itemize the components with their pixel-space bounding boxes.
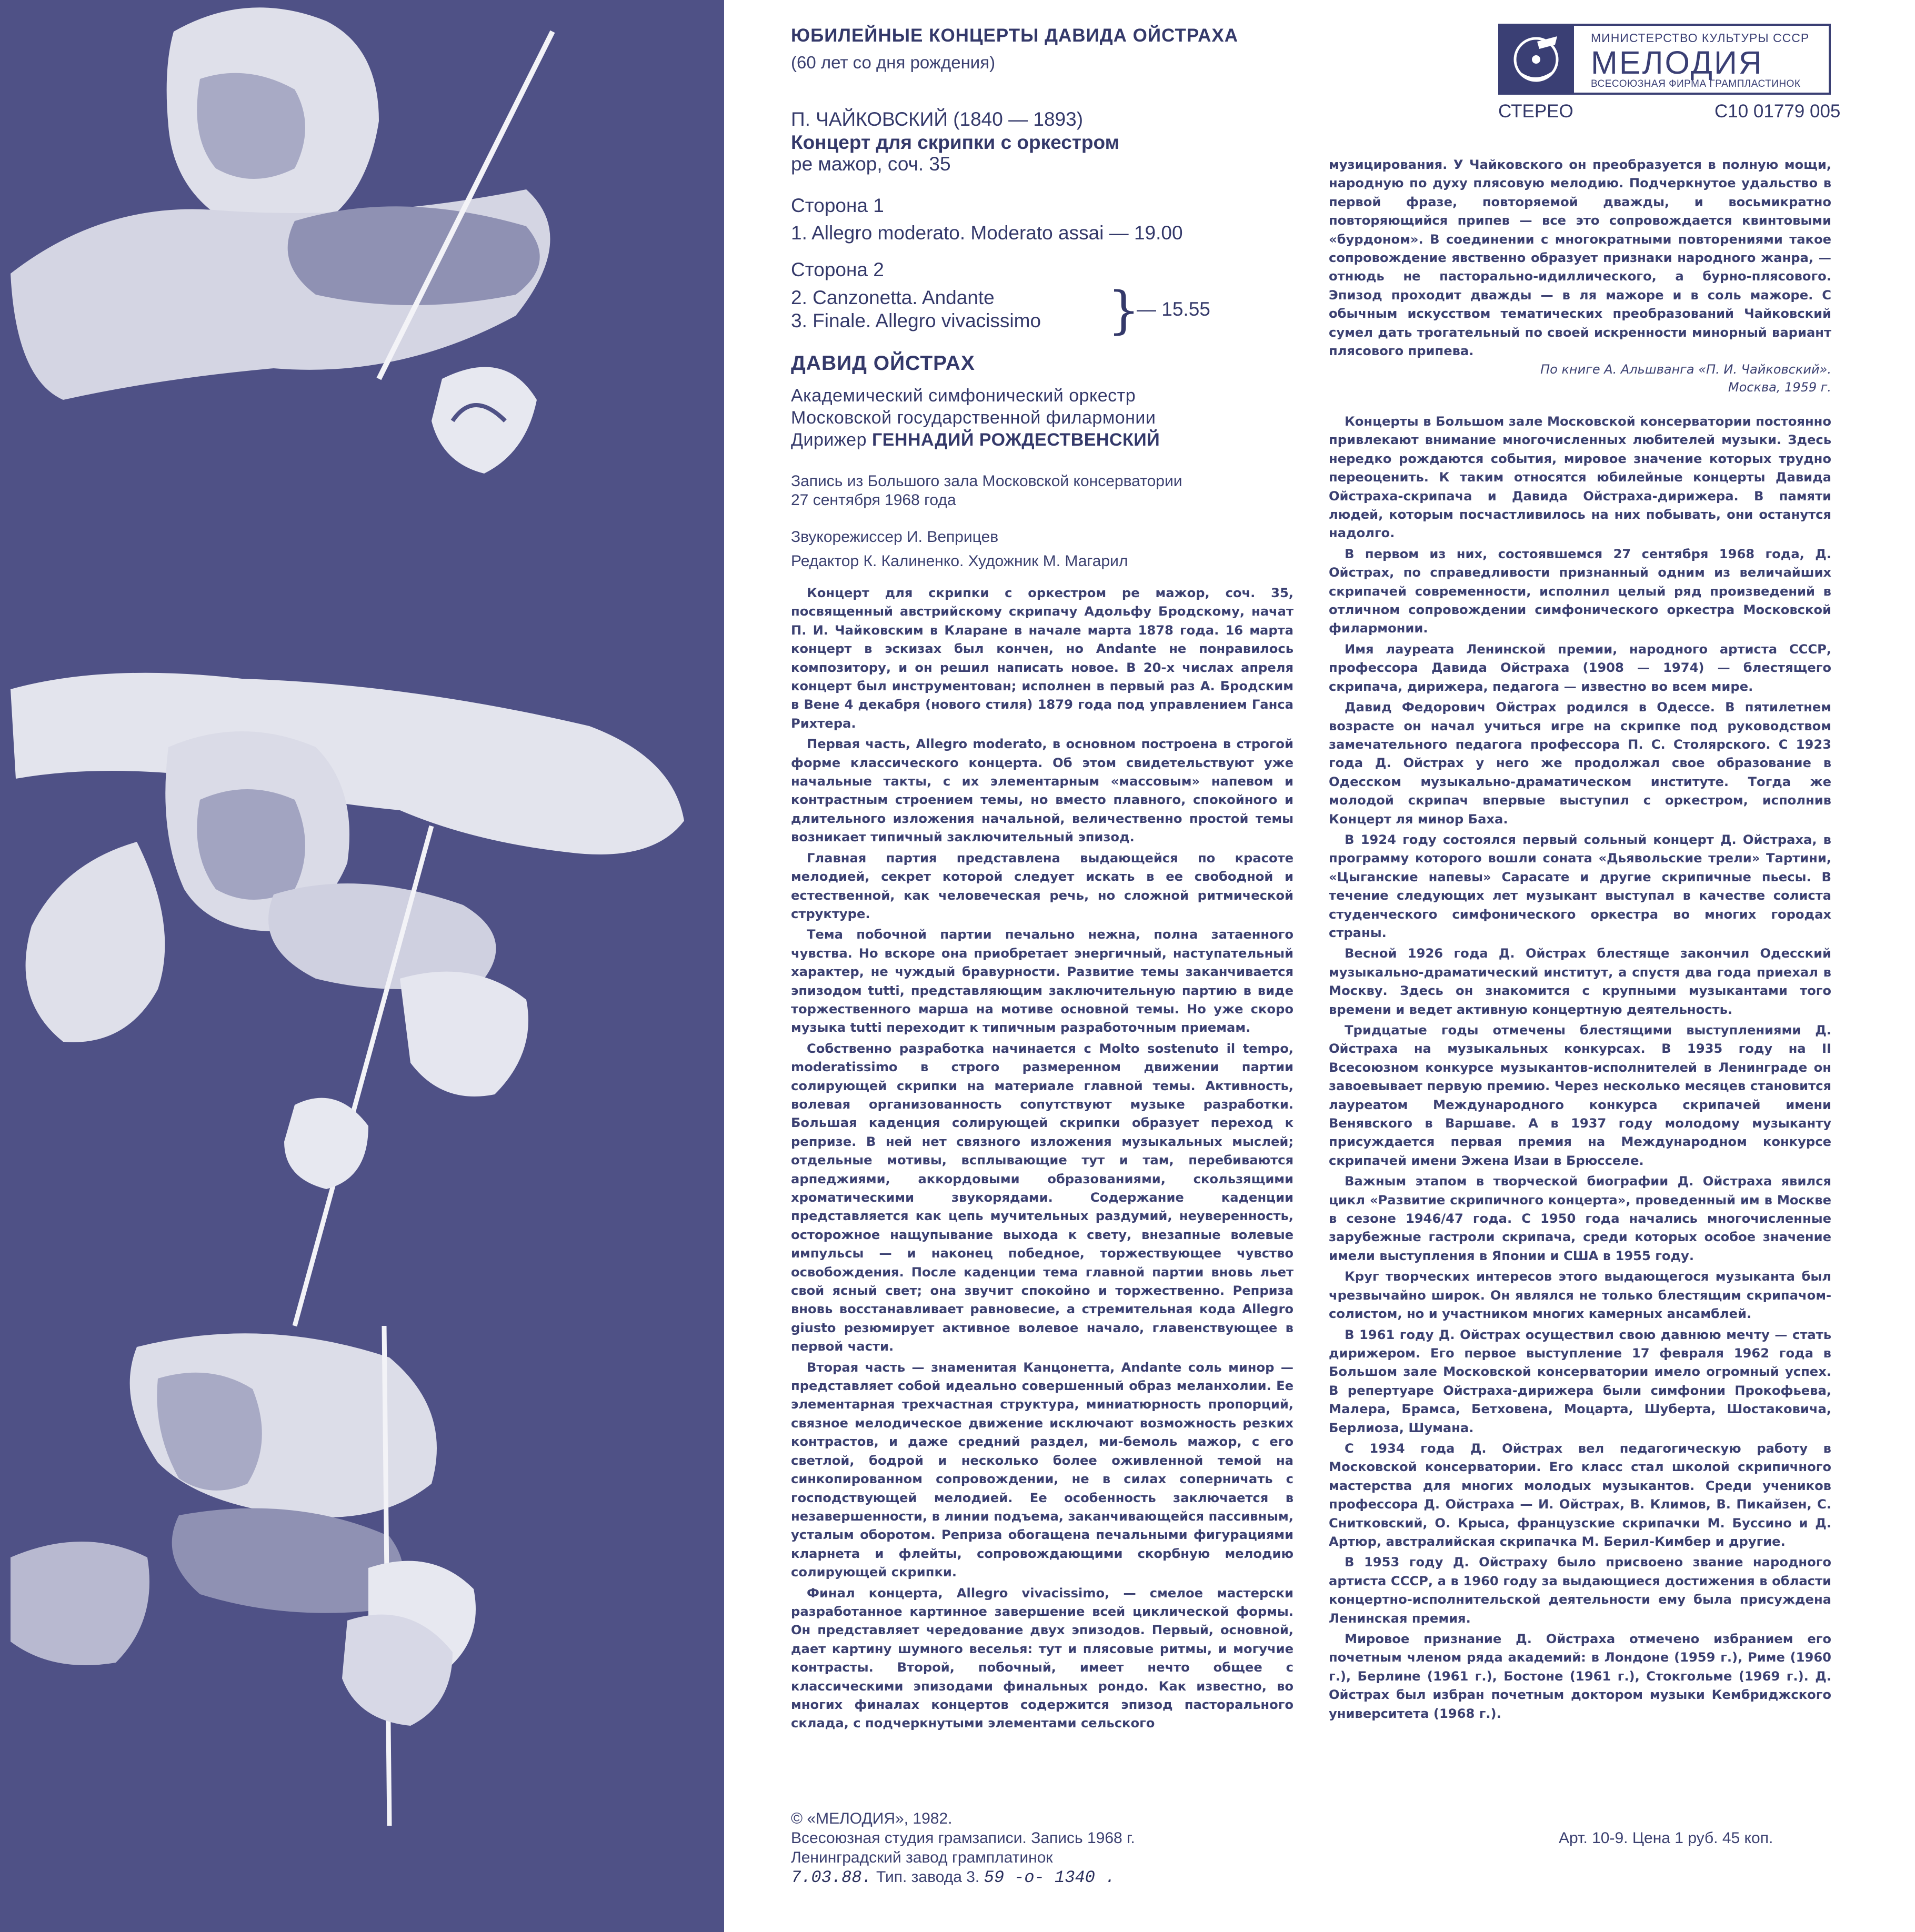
violinist-photo-3 (11, 1326, 476, 1826)
notes-right-paragraph: В 1953 году Д. Ойстраху было присвоено звание народного артиста СССР, а в 1960 году за выдающиеся достижения в области концертно-исполнительской деятельности ему была присуждена Ленинская премия. (1329, 1555, 1831, 1626)
composer: П. ЧАЙКОВСКИЙ (1840 — 1893) (791, 108, 1084, 130)
citation-place: Москва, 1959 г. (1728, 380, 1831, 395)
notes-left-paragraph: Главная партия представлена выдающейся по красоте мелодией, секрет которой следует искать в ее свободной и естественной, как человеческая речь, но сложной ритмической структуре. (791, 850, 1294, 921)
conductor-line (791, 430, 1160, 450)
series-title: ЮБИЛЕЙНЫЕ КОНЦЕРТЫ ДАВИДА ОЙСТРАХА (791, 25, 1239, 46)
series-subtitle: (60 лет со дня рождения) (791, 53, 996, 72)
violinist-photo-1 (11, 7, 553, 474)
print-line (791, 1868, 1115, 1887)
conductor-label: Дирижер (791, 430, 867, 450)
notes-right-paragraph: Давид Федорович Ойстрах родился в Одессе. В пятилетнем возрасте он начал учиться игре на скрипке под руководством замечательного педагога профессора П. С. Столярского. С 1923 года Д. Ойстрах у него же продолжал свое образование в Одесском музыкально-драматическом институте. Тогда же молодой скрипач впервые выступил с оркестром, исполнив Концерт ля минор Баха. (1329, 700, 1831, 827)
violinist-photos (0, 0, 724, 1932)
logo-brand: МЕЛОДИЯ (1591, 45, 1763, 80)
photo-strip (0, 0, 724, 1932)
liner-notes-right-top (1329, 156, 1831, 360)
notes-right-paragraph: Тридцатые годы отмечены блестящими выступлениями Д. Ойстраха на музыкальных конкурсах. В 1935 году на II Всесоюзном конкурсе музыкантов-исполнителей в Ленинграде он завоевывает первую премию. Через несколько месяцев становится лауреатом Международного конкурса скрипачей имени Венявского в Варшаве. А в 1937 году молодому музыканту присуждается первая премия на Международном конкурсе скрипачей имени Эжена Изаи в Брюсселе. (1329, 1023, 1831, 1168)
print-handwritten: 59 -о- 1340 . (984, 1868, 1116, 1887)
notes-right-paragraph: В 1924 году состоялся первый сольный концерт Д. Ойстраха, в программу которого вошли соната «Дьявольские трели» Тартини, «Цыганские напевы» Сарасате и другие скрипичные пьесы. В течение следующих лет музыкант выступал в качестве солиста студенческого симфонического оркестра во многих городах страны. (1329, 832, 1831, 940)
format-label: СТЕРЕО (1498, 101, 1573, 122)
print-date: 7.03.88. (791, 1868, 872, 1887)
notes-right-paragraph: В первом из них, состоявшемся 27 сентября 1968 года, Д. Ойстрах, по справедливости признанный одним из величайших скрипачей современности, исполнил целый ряд произведений в отличном сопровождении симфонического оркестра Московской филармонии. (1329, 546, 1831, 636)
notes-right-paragraph: Мировое признание Д. Ойстраха отмечено избранием его почетным членом ряда академий: в Лондоне (1959 г.), Риме (1960 г.), Берлине (1961 г.), Бостоне (1961 г.), Стокгольме (1969 г.). Д. Ойстрах был избран почетным доктором музыки Кембриджского университета (1968 г.). (1329, 1632, 1831, 1721)
logo-company: ВСЕСОЮЗНАЯ ФИРМА ГРАМПЛАСТИНОК (1591, 78, 1801, 89)
notes-right-continuation: музицирования. У Чайковского он преобразуется в полную мощи, народную по духу плясовую мелодию. Подчеркнутое удальство в первой фразе, повторяемой дважды, и восьмикратно повторяющийся припев — все это сопровождается квинтовыми «бурдоном». В соединении с многократными повторениями такое сопровождение явственно образует признаки народного жанра, — отнюдь не пасторально-идиллического, а бурно-плясового. Эпизод проходит дважды — в ля мажоре и в соль мажоре. С обычным искусством тематических преобразований Чайковский сумел дать трогательный по своей искренности минорный вариант плясового припева. (1329, 157, 1831, 359)
sound-engineer: Звукорежиссер И. Веприцев (791, 528, 999, 546)
work-title: Концерт для скрипки с оркестром (791, 132, 1120, 153)
notes-right-paragraph: Круг творческих интересов этого выдающегося музыканта был чрезвычайно широк. Он являлся не только блестящим скрипачом-солистом, но и участником многих камерных ансамблей. (1329, 1269, 1831, 1322)
notes-left-paragraph: Тема побочной партии печально нежна, полна затаенного чувства. Но вскоре она приобретает энергичный, наступательный характер, не чуждый бравурности. Развитие темы заканчивается эпизодом tutti, представляющим заключительную партию в виде торжественного марша на мотиве основной темы. Но уже скоро музыка tutti переходит к типичным разработочным приемам. (791, 927, 1294, 1035)
track-1: 1. Allegro moderato. Moderato assai — 19.00 (791, 222, 1183, 244)
side-2-duration: — 15.55 (1137, 298, 1210, 320)
violinist-photo-2 (11, 673, 684, 1326)
melodiya-logo (1498, 24, 1831, 95)
price: Арт. 10-9. Цена 1 руб. 45 коп. (1559, 1829, 1773, 1847)
orchestra-line-2: Московской государственной филармонии (791, 408, 1156, 428)
print-info: Тип. завода 3. (876, 1868, 980, 1886)
editor-artist: Редактор К. Калиненко. Художник М. Магарил (791, 552, 1128, 570)
notes-right-paragraph: Весной 1926 года Д. Ойстрах блестяще закончил Одесский музыкально-драматический институт, а спустя два года приехал в Москву. Здесь он знакомится с крупными музыкантами того времени и ведет активную концертную деятельность. (1329, 946, 1831, 1017)
notes-left-paragraph: Финал концерта, Allegro vivacissimo, — смелое мастерски разработанное картинное завершение всей циклической формы. Он представляет чередование двух эпизодов. Первый, основной, дает картину шумного веселья: тут и плясовые ритмы, и могучие контрасты. Второй, побочный, имеет нечто общее с классическими эпизодами финальных рондо. Как известно, во многих финалах концертов содержится эпизод пасторального склада, с подчеркнутыми элементами сельского (791, 1585, 1294, 1731)
plant-line: Ленинградский завод грамплатинок (791, 1849, 1053, 1866)
notes-left-paragraph: Первая часть, Allegro moderato, в основном построена в строгой форме классического концерта. Об этом свидетельствуют уже начальные такты, с их элементарным «массовым» напевом и контрастным строением темы, но вместо плавного, спокойного и длительного изложения начальной, величественно простой темы возникает типичный заключительный эпизод. (791, 737, 1294, 845)
recording-date: 27 сентября 1968 года (791, 491, 956, 509)
brace-glyph: } (1108, 281, 1140, 340)
notes-right-paragraph: В 1961 году Д. Ойстрах осуществил свою давнюю мечту — стать дирижером. Его первое выступление 17 февраля 1962 года в Большом зале Московской консерватории имело огромный успех. В репертуаре Ойстраха-дирижера были симфонии Прокофьева, Малера, Брамса, Бетховена, Моцарта, Шуберта, Шостаковича, Берлиоза, Шумана. (1329, 1327, 1831, 1435)
notes-right-paragraph: Важным этапом в творческой биографии Д. Ойстраха явился цикл «Развитие скрипичного концерта», проведенный им в Москве в сезоне 1946/47 года. С 1950 года начались многочисленные зарубежные гастроли скрипача, среди которых особое значение имели выступления в Японии и США в 1955 году. (1329, 1174, 1831, 1263)
track-3: 3. Finale. Allegro vivacissimo (791, 310, 1041, 331)
notes-left-paragraph: Концерт для скрипки с оркестром ре мажор, соч. 35, посвященный австрийскому скрипачу Адольфу Бродскому, начат П. И. Чайковским в Кларане в начале марта 1878 года. 16 марта концерт в эскизах был кончен, но Andante не понравилось композитору, и он решил написать новое. В 20-х числах апреля концерт был инструментован; исполнен в первый раз А. Бродским в Вене 4 декабря (нового стиля) 1879 года под управлением Ганса Рихтера. (791, 586, 1294, 731)
notes-left-paragraph: Собственно разработка начинается с Molto sostenuto il tempo, moderatissimo в строго размеренном движении партии солирующей скрипки на материале главной темы. Активность, волевая организованность сопутствуют музыке разработки. Большая каденция солирующей скрипки образует переход к репризе. В ней нет связного изложения музыкальных мыслей; отдельные мотивы, всплывающие тут и там, перебиваются арпеджиями, аккордовыми образованиями, скользящими хроматическими звукорядами. Содержание каденции представляется как цепь мучительных раздумий, неуверенность, осторожное нащупывание выхода к свету, внезапные волевые импульсы — и наконец победное, торжествующее чувство освобождения. После каденции тема главной партии вновь льет свой ясный свет; она звучит спокойно и торжественно. Реприза вновь восстанавливает равновесие, а стремительная кода Allegro giusto резюмирует активное волевое начало, главенствующее в первой части. (791, 1041, 1294, 1354)
work-key: ре мажор, соч. 35 (791, 153, 951, 175)
notes-left-paragraph: Вторая часть — знаменитая Канцонетта, Andante соль минор — представляет собой идеально совершенный образ меланхолии. Ее элементарная трехчастная структура, миниатюрность пропорций, связное мелодическое движение исключают возможность резких контрастов, и даже средний раздел, ми-бемоль мажор, с его светлой, бодрой и несколько более оживленной темой на синкопированном сопровождении, не в силах соперничать с господствующей мелодией. Ее особенность заключается в незавершенности, в линии подъема, заканчивающейся пассивным, усталым оборотом. Реприза обогащена печальными фигурациями кларнета и флейты, сопровождающими скорбную мелодию солирующей скрипки. (791, 1360, 1294, 1580)
orchestra-line-1: Академический симфонический оркестр (791, 386, 1136, 406)
soloist: ДАВИД ОЙСТРАХ (791, 352, 975, 375)
conductor-name: ГЕННАДИЙ РОЖДЕСТВЕНСКИЙ (871, 430, 1160, 450)
studio-line: Всесоюзная студия грамзаписи. Запись 1968 г. (791, 1829, 1135, 1847)
side-2-label: Сторона 2 (791, 259, 884, 280)
track-2: 2. Canzonetta. Andante (791, 287, 995, 308)
notes-right-paragraph: С 1934 года Д. Ойстрах вел педагогическую работу в Московской консерватории. Его класс стал школой скрипичного мастерства для многих молодых музыкантов. Среди учеников профессора Д. Ойстраха — И. Ойстрах, В. Климов, В. Пикайзен, С. Снитковский, О. Крыса, французские скрипачки М. Буссино и Д. Артюр, австралийская скрипачка М. Берил-Кимбер и другие. (1329, 1441, 1831, 1549)
citation-source: По книге А. Альшванга «П. И. Чайковский». (1540, 362, 1831, 377)
logo-ministry: МИНИСТЕРСТВО КУЛЬТУРЫ СССР (1591, 31, 1810, 45)
liner-notes-right (1329, 412, 1831, 1723)
notes-right-paragraph: Имя лауреата Ленинской премии, народного артиста СССР, профессора Давида Ойстраха (1908 — 1974) — блестящего скрипача, дирижера, педагога — известно во всем мире. (1329, 641, 1831, 694)
liner-notes-left (791, 584, 1294, 1733)
copyright: © «МЕЛОДИЯ», 1982. (791, 1810, 953, 1827)
catalog-number: С10 01779 005 (1715, 101, 1841, 122)
recording-place: Запись из Большого зала Московской консерватории (791, 472, 1182, 490)
side-1-label: Сторона 1 (791, 195, 884, 216)
melodiya-emblem-icon (1500, 26, 1574, 93)
notes-right-paragraph: Концерты в Большом зале Московской консерватории постоянно привлекают внимание многочисленных любителей музыки. Здесь нередко рождаются события, мировое значение которых трудно переоценить. К таким относятся юбилейные концерты Давида Ойстраха-скрипача и Давида Ойстраха-дирижера. В памяти людей, которым посчастливилось на них побывать, они останутся надолго. (1329, 414, 1831, 541)
